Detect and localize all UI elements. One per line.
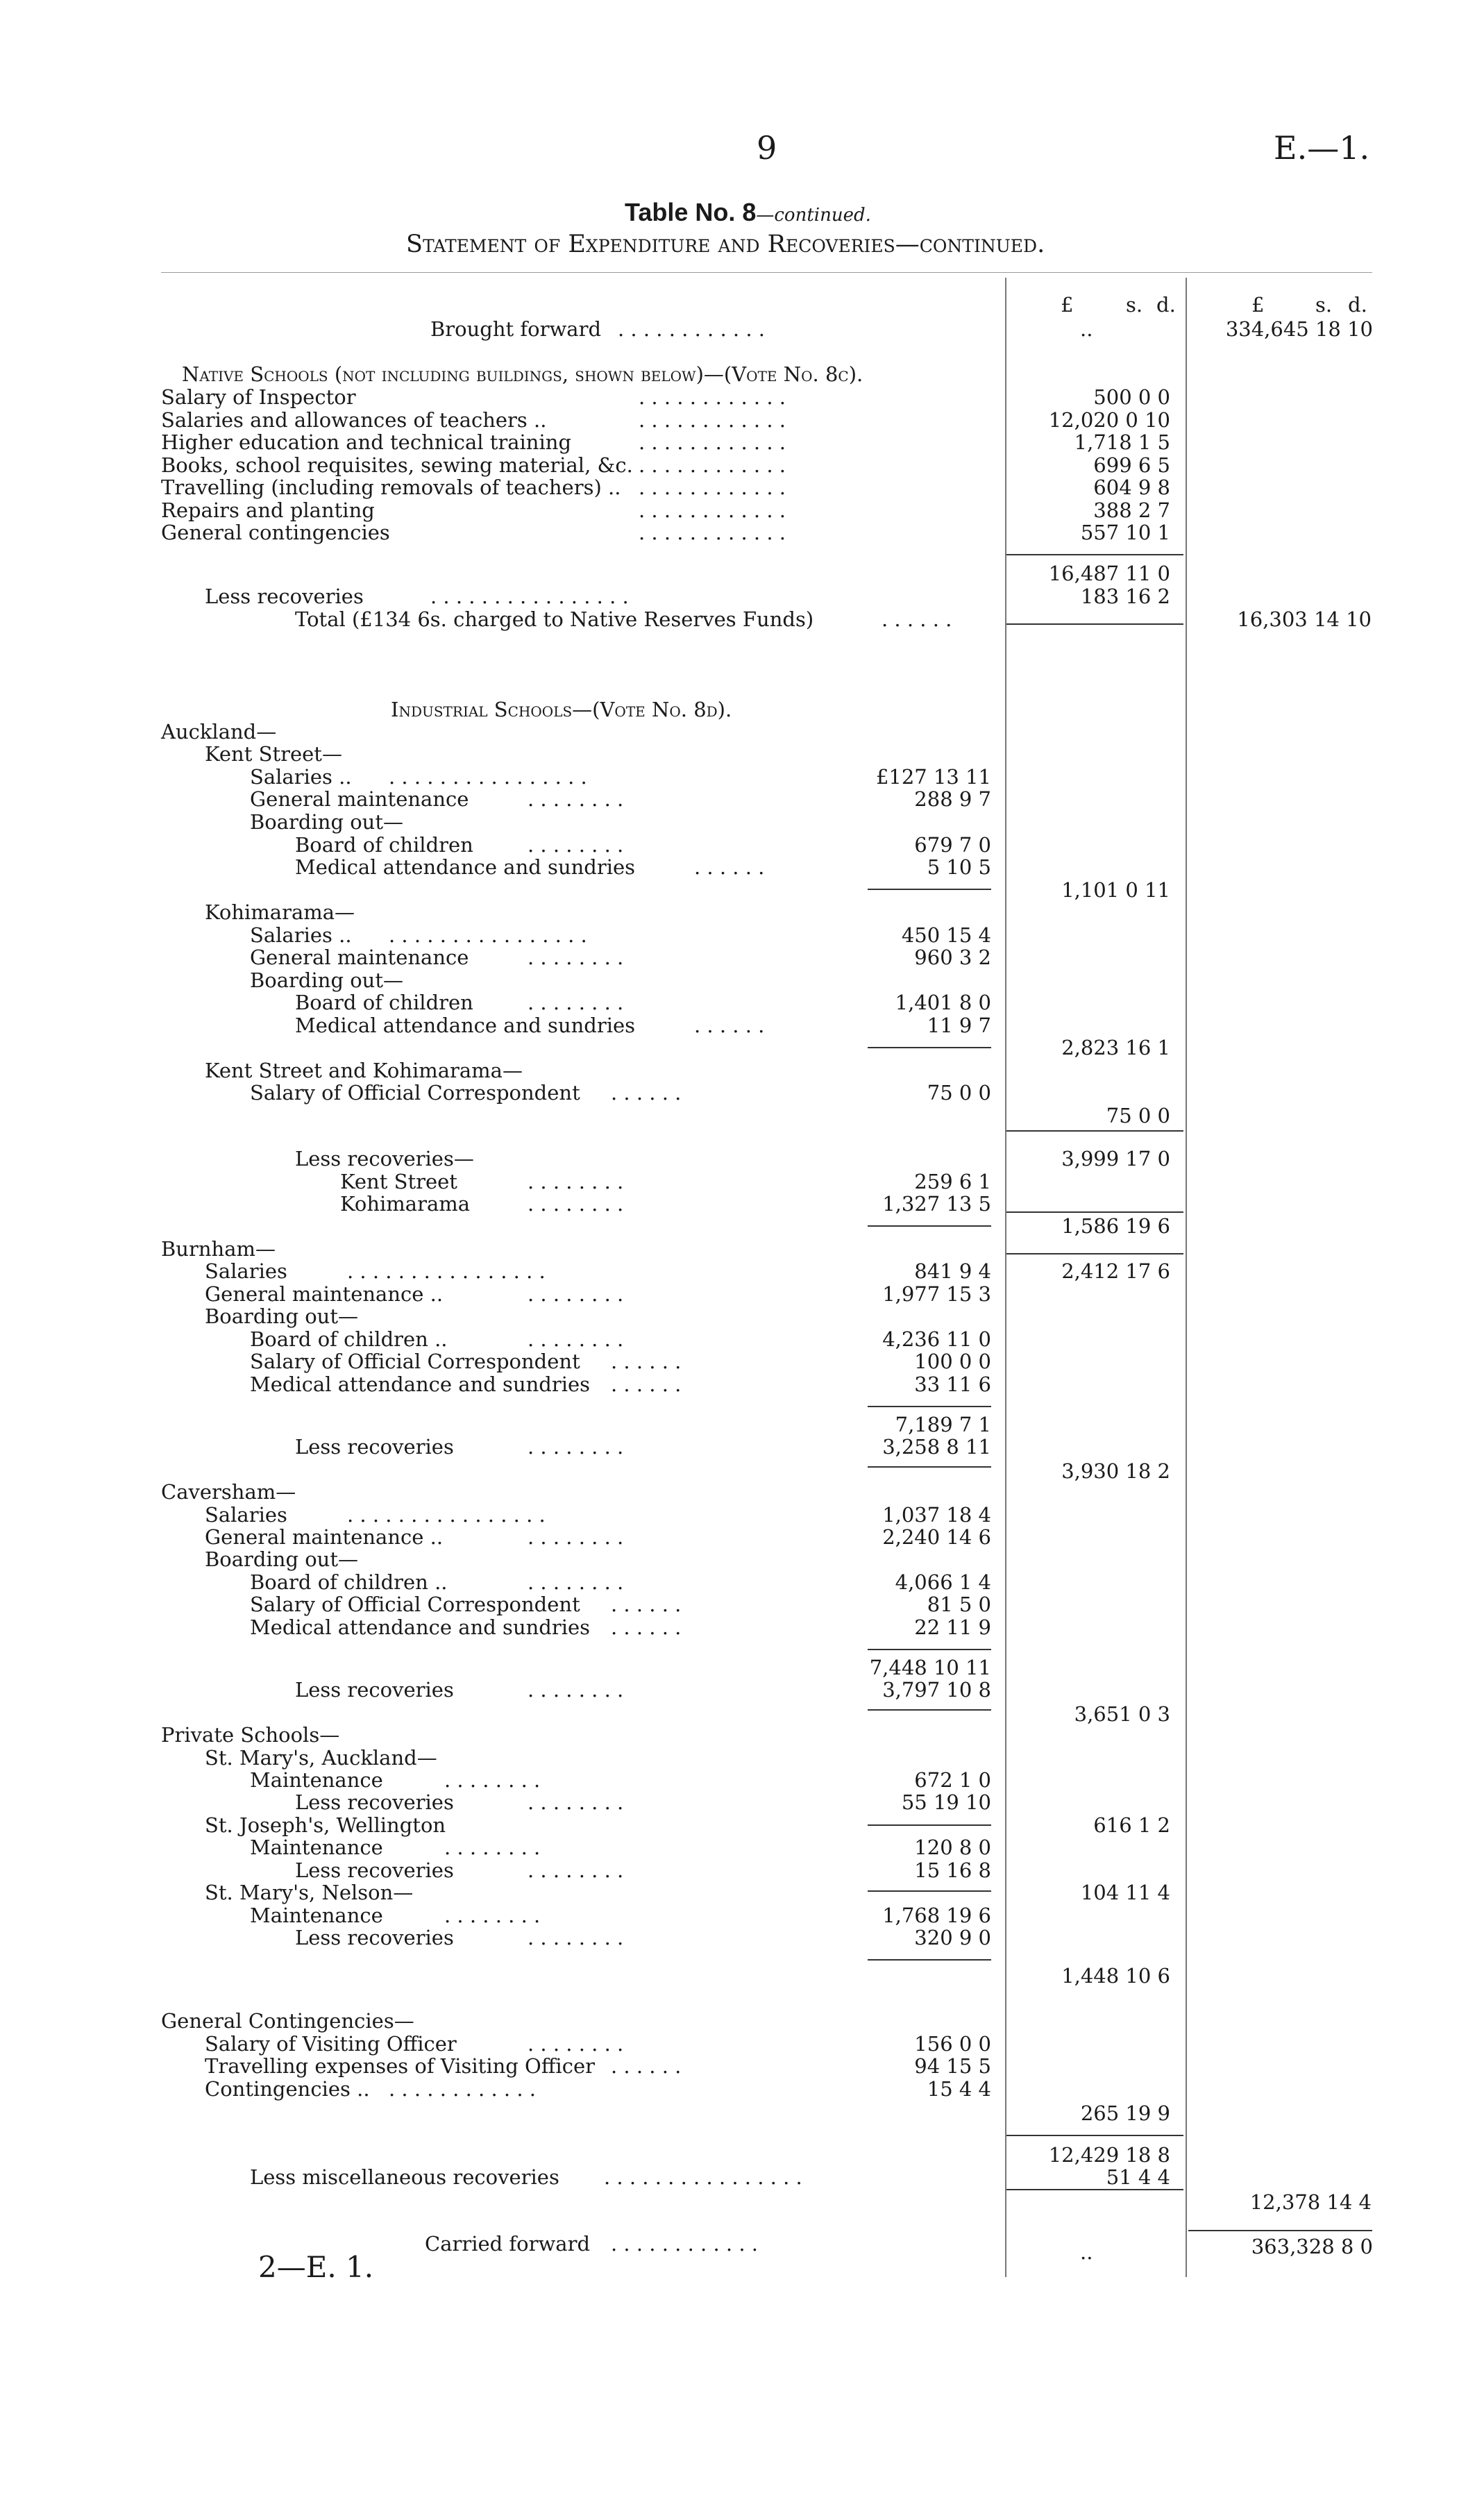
line-label: Less recoveries [295, 1435, 454, 1459]
amount-inner-col: 33 11 6 [914, 1373, 991, 1396]
amount-inner-col: 3,258 8 11 [882, 1435, 991, 1459]
line-label: Less recoveries [295, 1790, 454, 1814]
line-label: Medical attendance and sundries [250, 1373, 591, 1396]
line-label: General maintenance .. [205, 1282, 444, 1306]
native-item-dots: . . . . . . . . . . . . [639, 476, 786, 499]
amount-mid-col: 3,930 18 2 [1061, 1459, 1170, 1483]
line-label: Salary of Official Correspondent [250, 1593, 580, 1616]
line-label: Kohimarama— [205, 900, 355, 924]
native-item-dots: . . . . . . . . . . . . [639, 498, 786, 522]
sum-rule [1006, 2135, 1183, 2136]
leader-dots: . . . . . . . . [528, 1678, 624, 1702]
right-col-pence: d. [1348, 293, 1367, 317]
amount-inner-col: 3,797 10 8 [882, 1678, 991, 1702]
top-rule [161, 272, 1372, 273]
amount-inner-col: 5 10 5 [927, 855, 991, 879]
native-less-dots: . . . . . . . . . . . . . . . . [430, 585, 629, 608]
line-label: Less recoveries [295, 1926, 454, 1949]
amount-mid-col: 265 19 9 [1080, 2101, 1170, 2125]
line-label: Contingencies .. [205, 2077, 370, 2101]
native-item-dots: . . . . . . . . . . . . [639, 430, 786, 454]
leader-dots: . . . . . . . . [528, 1170, 624, 1193]
statement-heading: Statement of Expenditure and Recoveries—continued. [406, 230, 1045, 258]
amount-mid-col: 1,586 19 6 [1061, 1214, 1170, 1238]
line-label: Burnham— [161, 1237, 276, 1261]
native-item-amount: 1,718 1 5 [1074, 430, 1170, 454]
native-item-amount: 699 6 5 [1093, 453, 1170, 477]
carried-forward-label: Carried forward [425, 2232, 591, 2256]
sum-rule [1006, 1253, 1183, 1254]
native-item-dots: . . . . . . . . . . . . [639, 453, 786, 477]
native-item-amount: 604 9 8 [1093, 476, 1170, 499]
leader-dots: . . . . . . . . [528, 1192, 624, 1216]
amount-inner-col: 259 6 1 [914, 1170, 991, 1193]
amount-inner-col: 1,977 15 3 [882, 1282, 991, 1306]
line-label: Boarding out— [250, 968, 404, 992]
line-label: General maintenance .. [205, 1525, 444, 1549]
line-label: St. Mary's, Nelson— [205, 1881, 414, 1904]
amount-inner-col: 11 9 7 [927, 1014, 991, 1037]
native-item-label: Higher education and technical training [161, 430, 572, 454]
leader-dots: . . . . . . . . [528, 1570, 624, 1594]
line-label: Less recoveries [295, 1678, 454, 1702]
native-item-label: Salary of Inspector [161, 385, 356, 409]
brought-forward-mid: .. [1080, 317, 1093, 341]
sum-rule [868, 1649, 991, 1650]
native-item-label: Travelling (including removals of teachers) .. [161, 476, 621, 499]
leader-dots: . . . . . . . . [528, 1435, 624, 1459]
leader-dots: . . . . . . . . [528, 1858, 624, 1882]
leader-dots: . . . . . . [611, 1373, 682, 1396]
page-number: 9 [757, 129, 777, 167]
leader-dots: . . . . . . . . [528, 946, 624, 969]
mid-col-shilling: s. [1126, 293, 1143, 317]
amount-inner-col: 1,401 8 0 [895, 991, 991, 1014]
leader-dots: . . . . . . [611, 2054, 682, 2078]
amount-inner-col: 1,037 18 4 [882, 1503, 991, 1527]
sum-rule [868, 1225, 991, 1227]
line-label: Kent Street and Kohimarama— [205, 1059, 523, 1082]
amount-inner-col: 1,327 13 5 [882, 1192, 991, 1216]
leader-dots: . . . . . . . . . . . . . . . . [347, 1259, 546, 1283]
right-col-shilling: s. [1315, 293, 1333, 317]
line-label: Medical attendance and sundries [250, 1615, 591, 1639]
amount-mid-col: 12,429 18 8 [1048, 2143, 1170, 2167]
brought-forward-total: 334,645 18 10 [1225, 317, 1373, 341]
leader-dots: . . . . . . . . [528, 1525, 624, 1549]
amount-mid-col: 1,448 10 6 [1061, 1964, 1170, 1988]
leader-dots: . . . . . . . . . . . . . . . . [604, 2165, 802, 2189]
amount-inner-col: 672 1 0 [914, 1768, 991, 1792]
amount-inner-col: 679 7 0 [914, 833, 991, 857]
line-label: Board of children [295, 833, 473, 857]
native-subtotal: 16,487 11 0 [1048, 562, 1170, 585]
leader-dots: . . . . . . . . [528, 1790, 624, 1814]
sum-rule [868, 889, 991, 890]
line-label: Maintenance [250, 1768, 383, 1792]
document-reference: E.—1. [1274, 129, 1370, 167]
native-item-dots: . . . . . . . . . . . . [639, 408, 786, 432]
native-item-dots: . . . . . . . . . . . . [639, 521, 786, 544]
leader-dots: . . . . . . . . [528, 1327, 624, 1351]
sum-rule [868, 1890, 991, 1892]
amount-inner-col: £127 13 11 [875, 765, 991, 789]
industrial-heading: Industrial Schools—(Vote No. 8d). [391, 698, 732, 721]
amount-inner-col: 120 8 0 [914, 1836, 991, 1859]
column-divider-left [1005, 278, 1006, 2277]
line-label: Kent Street— [205, 742, 342, 766]
native-item-label: Books, school requisites, sewing material, &c. [161, 453, 633, 477]
mid-col-pound: £ [1061, 293, 1074, 317]
native-item-amount: 557 10 1 [1080, 521, 1170, 544]
amount-inner-col: 841 9 4 [914, 1259, 991, 1283]
leader-dots: . . . . . . . . [528, 1926, 624, 1949]
leader-dots: . . . . . . . . . . . . . . . . [389, 923, 587, 947]
leader-dots: . . . . . . . . . . . . . . . . [389, 765, 587, 789]
amount-mid-col: 2,412 17 6 [1061, 1259, 1170, 1283]
leader-dots: . . . . . . [694, 855, 765, 879]
native-item-label: Salaries and allowances of teachers .. [161, 408, 547, 432]
native-total-amount: 16,303 14 10 [1237, 607, 1372, 631]
amount-inner-col: 288 9 7 [914, 787, 991, 811]
brought-forward-dots: . . . . . . . . . . . . [618, 317, 766, 341]
leader-dots: . . . . . . . . [528, 787, 624, 811]
amount-inner-col: 55 19 10 [901, 1790, 991, 1814]
amount-inner-col: 15 4 4 [927, 2077, 991, 2101]
line-label: Salaries [205, 1503, 287, 1527]
leader-dots: . . . . . . . . [528, 833, 624, 857]
amount-inner-col: 7,448 10 11 [869, 1656, 991, 1679]
line-label: Kent Street [340, 1170, 457, 1193]
line-label: Boarding out— [250, 810, 404, 834]
leader-dots: . . . . . . . . [528, 1282, 624, 1306]
leader-dots: . . . . . . . . [528, 2032, 624, 2056]
line-label: Auckland— [161, 720, 277, 744]
amount-inner-col: 7,189 7 1 [895, 1413, 991, 1436]
sum-rule [868, 1406, 991, 1407]
amount-mid-col: 1,101 0 11 [1061, 878, 1170, 902]
native-less-amount: 183 16 2 [1080, 585, 1170, 608]
line-label: Caversham— [161, 1480, 296, 1504]
amount-inner-col: 156 0 0 [914, 2032, 991, 2056]
amount-inner-col: 22 11 9 [914, 1615, 991, 1639]
line-label: Private Schools— [161, 1723, 340, 1747]
line-label: Board of children .. [250, 1570, 448, 1594]
leader-dots: . . . . . . [611, 1081, 682, 1105]
table-title-main: Table No. 8 [625, 198, 757, 226]
native-item-label: General contingencies [161, 521, 390, 544]
native-subtotal-rule [1006, 554, 1183, 555]
amount-mid-col: 3,651 0 3 [1074, 1702, 1170, 1726]
sheet-reference: 2—E. 1. [258, 2250, 374, 2284]
line-label: St. Mary's, Auckland— [205, 1746, 437, 1770]
amount-inner-col: 450 15 4 [901, 923, 991, 947]
amount-inner-col: 94 15 5 [914, 2054, 991, 2078]
line-label: Less miscellaneous recoveries [250, 2165, 559, 2189]
line-label: Salaries [205, 1259, 287, 1283]
amount-inner-col: 4,236 11 0 [882, 1327, 991, 1351]
amount-inner-col: 75 0 0 [927, 1081, 991, 1105]
native-total-label: Total (£134 6s. charged to Native Reserves Funds) [295, 607, 814, 631]
leader-dots: . . . . . . . . . . . . [389, 2077, 537, 2101]
amount-mid-col: 616 1 2 [1093, 1813, 1170, 1837]
native-item-dots: . . . . . . . . . . . . [639, 385, 786, 409]
line-label: Travelling expenses of Visiting Officer [205, 2054, 595, 2078]
line-label: Boarding out— [205, 1547, 359, 1571]
right-col-pound: £ [1251, 293, 1265, 317]
line-label: Salaries .. [250, 923, 352, 947]
carried-forward-total: 363,328 8 0 [1251, 2235, 1373, 2258]
line-label: Salary of Visiting Officer [205, 2032, 457, 2056]
line-label: Medical attendance and sundries [295, 1014, 636, 1037]
leader-dots: . . . . . . . . [444, 1836, 541, 1859]
amount-mid-col: 75 0 0 [1106, 1104, 1170, 1127]
amount-inner-col: 960 3 2 [914, 946, 991, 969]
line-label: General maintenance [250, 787, 469, 811]
leader-dots: . . . . . . . . [444, 1904, 541, 1927]
leader-dots: . . . . . . [611, 1593, 682, 1616]
line-label: Maintenance [250, 1836, 383, 1859]
sum-rule [1006, 2189, 1183, 2190]
native-item-amount: 12,020 0 10 [1048, 408, 1170, 432]
line-label: Salary of Official Correspondent [250, 1350, 580, 1373]
carried-forward-rule [1188, 2230, 1372, 2231]
amount-mid-col: 104 11 4 [1080, 1881, 1170, 1904]
leader-dots: . . . . . . . . . . . . . . . . [347, 1503, 546, 1527]
line-label: St. Joseph's, Wellington [205, 1813, 446, 1837]
table-title [625, 200, 871, 225]
amount-inner-col: 81 5 0 [927, 1593, 991, 1616]
leader-dots: . . . . . . . . [444, 1768, 541, 1792]
line-label: General Contingencies— [161, 2009, 414, 2033]
native-total-rule [1006, 623, 1183, 625]
leader-dots: . . . . . . [611, 1615, 682, 1639]
line-label: Maintenance [250, 1904, 383, 1927]
native-item-amount: 388 2 7 [1093, 498, 1170, 522]
amount-mid-col: 2,823 16 1 [1061, 1036, 1170, 1059]
sum-rule [868, 1824, 991, 1826]
line-label: Salary of Official Correspondent [250, 1081, 580, 1105]
amount-inner-col: 320 9 0 [914, 1926, 991, 1949]
native-less-label: Less recoveries [205, 585, 364, 608]
sum-rule [868, 1466, 991, 1468]
leader-dots: . . . . . . . . [528, 991, 624, 1014]
amount-inner-col: 100 0 0 [914, 1350, 991, 1373]
carried-forward-dots: . . . . . . . . . . . . [611, 2232, 759, 2256]
line-label: Less recoveries [295, 1858, 454, 1882]
amount-mid-col: 51 4 4 [1106, 2165, 1170, 2189]
native-item-label: Repairs and planting [161, 498, 375, 522]
amount-inner-col: 4,066 1 4 [895, 1570, 991, 1594]
mid-col-pence: d. [1156, 293, 1176, 317]
line-label: Board of children .. [250, 1327, 448, 1351]
table-title-suffix: —continued. [756, 205, 871, 226]
amount-mid-col: 3,999 17 0 [1061, 1147, 1170, 1170]
line-label: Boarding out— [205, 1304, 359, 1328]
amount-inner-col: 1,768 19 6 [882, 1904, 991, 1927]
line-label: Board of children [295, 991, 473, 1014]
sum-rule [1006, 1130, 1183, 1132]
line-label: Salaries .. [250, 765, 352, 789]
native-schools-heading: Native Schools (not including buildings, shown below)—(Vote No. 8c). [182, 362, 863, 386]
column-divider-middle [1186, 278, 1187, 2277]
native-item-amount: 500 0 0 [1093, 385, 1170, 409]
line-label: Less recoveries— [295, 1147, 474, 1170]
sum-rule [868, 1047, 991, 1048]
line-label: Medical attendance and sundries [295, 855, 636, 879]
brought-forward-label: Brought forward [430, 317, 602, 341]
sum-rule [868, 1959, 991, 1961]
amount-inner-col: 15 16 8 [914, 1858, 991, 1882]
amount-right-col: 12,378 14 4 [1249, 2190, 1372, 2214]
sum-rule [1006, 1211, 1183, 1213]
sum-rule [868, 1709, 991, 1711]
leader-dots: . . . . . . [694, 1014, 765, 1037]
line-label: Kohimarama [340, 1192, 471, 1216]
leader-dots: . . . . . . [611, 1350, 682, 1373]
amount-inner-col: 2,240 14 6 [882, 1525, 991, 1549]
native-total-dots: . . . . . . [882, 607, 952, 631]
line-label: General maintenance [250, 946, 469, 969]
carried-forward-mid: .. [1080, 2240, 1093, 2264]
